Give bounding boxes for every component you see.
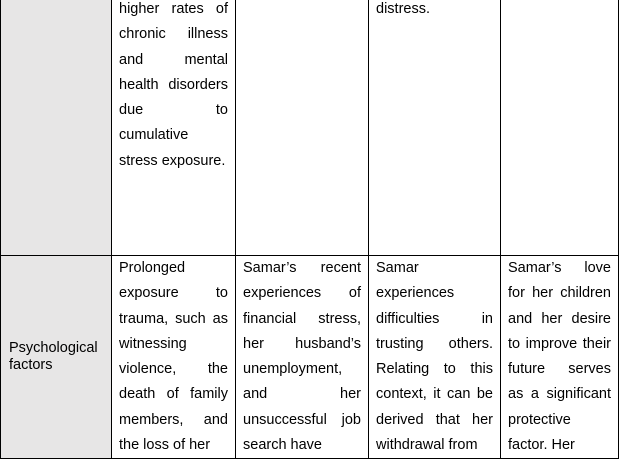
cell-text: Prolonged exposure to trauma, such as witnessing violence, the death of family members, and the loss of her (119, 260, 228, 454)
table-cell-protective-factor (501, 0, 619, 256)
table-row (1, 256, 619, 459)
table-cell-case-example (236, 0, 369, 256)
row-label: Psychological factors (9, 340, 98, 374)
table-row (1, 0, 619, 256)
table-cell-factor-description (112, 0, 236, 256)
row-label-cell (1, 0, 112, 256)
table-cell-case-example (236, 256, 369, 459)
cell-text: higher rates of chronic illness and mental health disorders due to cumulative stress exposure. (119, 1, 228, 169)
cell-text: Samar’s recent experiences of financial stress, her husband’s unemployment, and her unsuccessful job search have (243, 260, 361, 454)
table-cell-observation (369, 0, 501, 256)
cell-text: Samar experiences difficulties in trusting others. Relating to this context, it can be derived that her withdrawal from (376, 260, 493, 454)
row-label-cell (1, 256, 112, 459)
table-cell-protective-factor (501, 256, 619, 459)
cell-text: distress. (376, 1, 430, 17)
table-cell-factor-description (112, 256, 236, 459)
cell-text: Samar’s love for her children and her desire to improve their future serves as a significant protective factor. Her (508, 260, 611, 454)
table-cell-observation (369, 256, 501, 459)
